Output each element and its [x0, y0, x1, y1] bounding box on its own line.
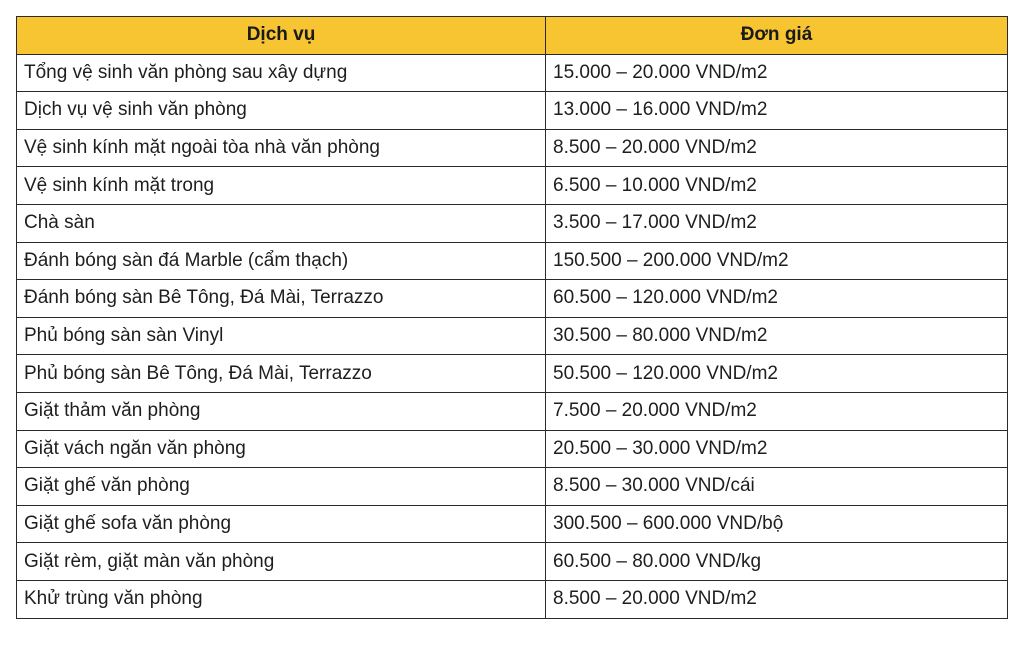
- price-cell: 30.500 – 80.000 VND/m2: [546, 317, 1008, 355]
- price-cell: 8.500 – 30.000 VND/cái: [546, 468, 1008, 506]
- table-row: [17, 580, 1008, 618]
- table-row: [17, 392, 1008, 430]
- service-cell: Giặt vách ngăn văn phòng: [17, 430, 546, 468]
- service-cell: Đánh bóng sàn đá Marble (cẩm thạch): [17, 242, 546, 280]
- table-row: [17, 543, 1008, 581]
- price-cell: 20.500 – 30.000 VND/m2: [546, 430, 1008, 468]
- service-cell: Vệ sinh kính mặt ngoài tòa nhà văn phòng: [17, 129, 546, 167]
- column-header-price: Đơn giá: [546, 17, 1008, 55]
- service-cell: Giặt thảm văn phòng: [17, 392, 546, 430]
- table-body: [17, 54, 1008, 618]
- service-cell: Tổng vệ sinh văn phòng sau xây dựng: [17, 54, 546, 92]
- price-cell: 8.500 – 20.000 VND/m2: [546, 129, 1008, 167]
- service-cell: Phủ bóng sàn sàn Vinyl: [17, 317, 546, 355]
- table-row: [17, 242, 1008, 280]
- price-table: [16, 16, 1008, 619]
- table-header-row: [17, 17, 1008, 55]
- service-cell: Phủ bóng sàn Bê Tông, Đá Mài, Terrazzo: [17, 355, 546, 393]
- service-cell: Dịch vụ vệ sinh văn phòng: [17, 92, 546, 130]
- price-cell: 300.500 – 600.000 VND/bộ: [546, 505, 1008, 543]
- table-row: [17, 505, 1008, 543]
- table-row: [17, 430, 1008, 468]
- table-row: [17, 129, 1008, 167]
- price-cell: 13.000 – 16.000 VND/m2: [546, 92, 1008, 130]
- service-cell: Vệ sinh kính mặt trong: [17, 167, 546, 205]
- price-cell: 8.500 – 20.000 VND/m2: [546, 580, 1008, 618]
- price-cell: 150.500 – 200.000 VND/m2: [546, 242, 1008, 280]
- service-cell: Giặt ghế sofa văn phòng: [17, 505, 546, 543]
- table-row: [17, 54, 1008, 92]
- table-row: [17, 317, 1008, 355]
- service-cell: Đánh bóng sàn Bê Tông, Đá Mài, Terrazzo: [17, 280, 546, 318]
- price-cell: 60.500 – 120.000 VND/m2: [546, 280, 1008, 318]
- price-cell: 3.500 – 17.000 VND/m2: [546, 204, 1008, 242]
- service-cell: Giặt rèm, giặt màn văn phòng: [17, 543, 546, 581]
- price-cell: 50.500 – 120.000 VND/m2: [546, 355, 1008, 393]
- table-row: [17, 280, 1008, 318]
- table-row: [17, 167, 1008, 205]
- service-cell: Giặt ghế văn phòng: [17, 468, 546, 506]
- column-header-service: Dịch vụ: [17, 17, 546, 55]
- table-row: [17, 355, 1008, 393]
- table-row: [17, 92, 1008, 130]
- service-cell: Khử trùng văn phòng: [17, 580, 546, 618]
- table-row: [17, 468, 1008, 506]
- price-cell: 6.500 – 10.000 VND/m2: [546, 167, 1008, 205]
- price-cell: 15.000 – 20.000 VND/m2: [546, 54, 1008, 92]
- price-cell: 7.500 – 20.000 VND/m2: [546, 392, 1008, 430]
- price-cell: 60.500 – 80.000 VND/kg: [546, 543, 1008, 581]
- service-cell: Chà sàn: [17, 204, 546, 242]
- table-row: [17, 204, 1008, 242]
